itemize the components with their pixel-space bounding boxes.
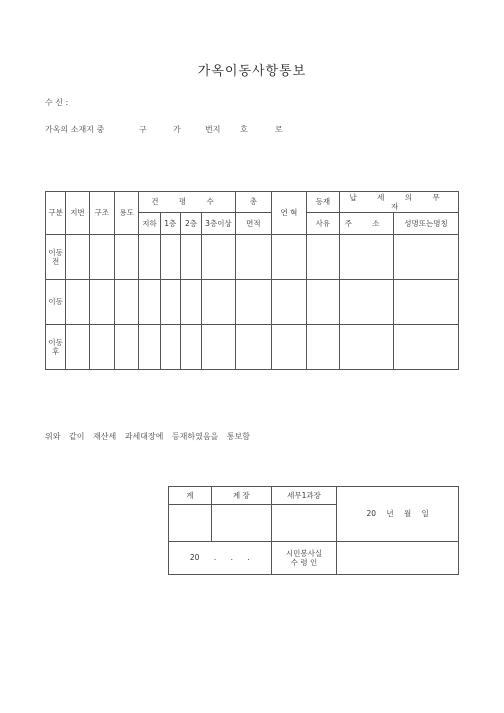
header-floor3up: 3층이상 — [202, 213, 235, 235]
location-label: 가옥의 소재지 중 — [45, 125, 105, 134]
header-reg-top: 등재 — [306, 192, 339, 213]
approval-table — [168, 486, 459, 575]
row-label-after: 이동후 — [46, 325, 66, 370]
header-floor-area: 건 평 수 — [139, 192, 235, 213]
location-ga: 가 — [173, 125, 181, 134]
location-ro: 로 — [275, 125, 283, 134]
header-chong: 총 — [235, 192, 272, 213]
approval-date-left: 20 . . . — [169, 542, 272, 575]
recipient-label: 수 신 : — [45, 98, 69, 107]
header-jibeon: 지번 — [66, 192, 89, 235]
approval-signer-stamp — [337, 542, 459, 575]
approval-date-right: 20 년 월 일 — [337, 487, 459, 542]
approval-chief-stamp — [271, 505, 337, 542]
header-address: 주 소 — [340, 213, 394, 235]
header-yongdo: 용도 — [114, 192, 138, 235]
notice-statement: 위와 같이 재산세 과세대장에 등재하였음을 통보함 — [45, 432, 251, 441]
approval-section-chief: 세무1과장 — [271, 487, 337, 505]
approval-gye: 계 — [169, 487, 212, 505]
header-floor1: 1층 — [160, 213, 180, 235]
location-beonji: 번지 — [205, 125, 221, 134]
header-floor2: 2층 — [180, 213, 201, 235]
approval-gyejang: 계 장 — [211, 487, 271, 505]
page-title: 가옥이동사항통보 — [197, 64, 307, 79]
signer-line1: 시민봉사실 — [285, 548, 323, 558]
transfer-table — [45, 191, 459, 370]
header-name: 성명또는명칭 — [393, 213, 458, 235]
header-gujo: 구조 — [89, 192, 114, 235]
signer-line2: 수 령 인 — [290, 558, 318, 567]
row-label-before: 이동전 — [46, 235, 66, 280]
location-gu: 구 — [139, 125, 147, 134]
header-taxpayer: 납 세 의 무 자 — [340, 192, 459, 213]
row-label-move: 이동 — [46, 280, 66, 325]
header-yeonhyeok: 연 혁 — [272, 192, 307, 235]
header-gubun: 구분 — [46, 192, 66, 235]
location-ho: 호 — [240, 125, 248, 134]
approval-signer — [271, 542, 337, 575]
header-area: 면적 — [235, 213, 272, 235]
header-basement: 지하 — [139, 213, 160, 235]
approval-gye-stamp — [169, 505, 212, 542]
header-reg-bottom: 사유 — [306, 213, 339, 235]
approval-gyejang-stamp — [211, 505, 271, 542]
